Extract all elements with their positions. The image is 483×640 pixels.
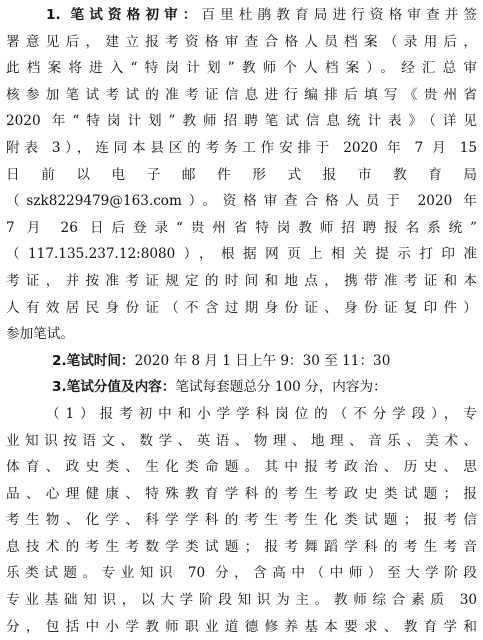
section-1-line: 考证，并按准考证规定的时间和地点，携带准考证和本 — [6, 272, 477, 289]
paragraph-line: 乐类试题。专业知识 70 分，含高中（中师）至大学阶段 — [6, 565, 477, 582]
paragraph-line: 息技术的考生考数学类试题；报考舞蹈学科的考生考音 — [6, 538, 477, 555]
section-1-line: （szk8229479@163.com）。资格审查合格人员于 2020 年 — [6, 193, 477, 210]
section-1-number: 1. — [46, 7, 71, 23]
paragraph-line: 体育、政史类、生化类命题。其中报考政治、历史、思 — [6, 459, 477, 476]
section-3-heading: 笔试分值及内容： — [66, 379, 176, 396]
paragraph-line: 专业基础知识，以大学阶段知识为主。教师综合素质 30 — [6, 592, 477, 609]
section-2-heading: 笔试时间： — [66, 352, 135, 369]
section-2-text: 2020 年 8 月 1 日上午 9：30 至 11：30 — [134, 352, 391, 369]
section-1-line: 7 月 26 日后登录“贵州省特岗教师招聘报名系统” — [6, 219, 477, 236]
section-1-line: 人有效居民身份证（不含过期身份证、身份证复印件） — [6, 299, 477, 316]
paragraph-line: 业知识按语文、数学、英语、物理、地理、音乐、美术、 — [6, 432, 477, 449]
section-3-number: 3. — [52, 379, 67, 396]
section-1-line: 参加笔试。 — [6, 326, 74, 343]
section-1-line: 日 前 以 电 子 邮 件 形 式 报 市 教 育 局 — [6, 166, 477, 183]
section-1-line: 核参加笔试考试的准考证信息进行编排后填写《贵州省 — [6, 86, 477, 103]
section-1-first-line — [6, 2, 477, 29]
paragraph-line: 考生物、化学、科学学科的考生考生化类试题；报考信 — [6, 512, 477, 529]
section-1-line: 署意见后，建立报考资格审查合格人员档案（录用后， — [6, 33, 477, 50]
section-3-line — [6, 374, 477, 401]
paragraph-line: （1）报考初中和小学学科岗位的（不分学段），专 — [46, 405, 477, 422]
section-1-line: 2020 年“特岗计划”教师招聘笔试信息统计表》（详见 — [6, 113, 477, 130]
section-2-line — [6, 348, 477, 375]
section-1-text: 百里杜鹃教育局进行资格审查并签 — [201, 7, 478, 23]
section-1-line: 此档案将进入“特岗计划”教师个人档案）。经汇总审 — [6, 60, 477, 77]
paragraph-line: 分，包括中小学教师职业道德修养基本要求、教育学和 — [6, 618, 477, 635]
section-2-number: 2. — [52, 352, 67, 369]
section-1-heading: 笔试资格初审： — [70, 7, 202, 23]
paragraph-line: 品、心理健康、特殊教育学科的考生考政史类试题；报 — [6, 485, 477, 502]
section-1-line: 附表 3），连同本县区的考务工作安排于 2020 年 7 月 15 — [6, 139, 477, 156]
section-3-text: 笔试每套题总分 100 分，内容为： — [175, 379, 387, 396]
section-1-line: （117.135.237.12:8080），根据网页上相关提示打印准 — [6, 246, 477, 263]
